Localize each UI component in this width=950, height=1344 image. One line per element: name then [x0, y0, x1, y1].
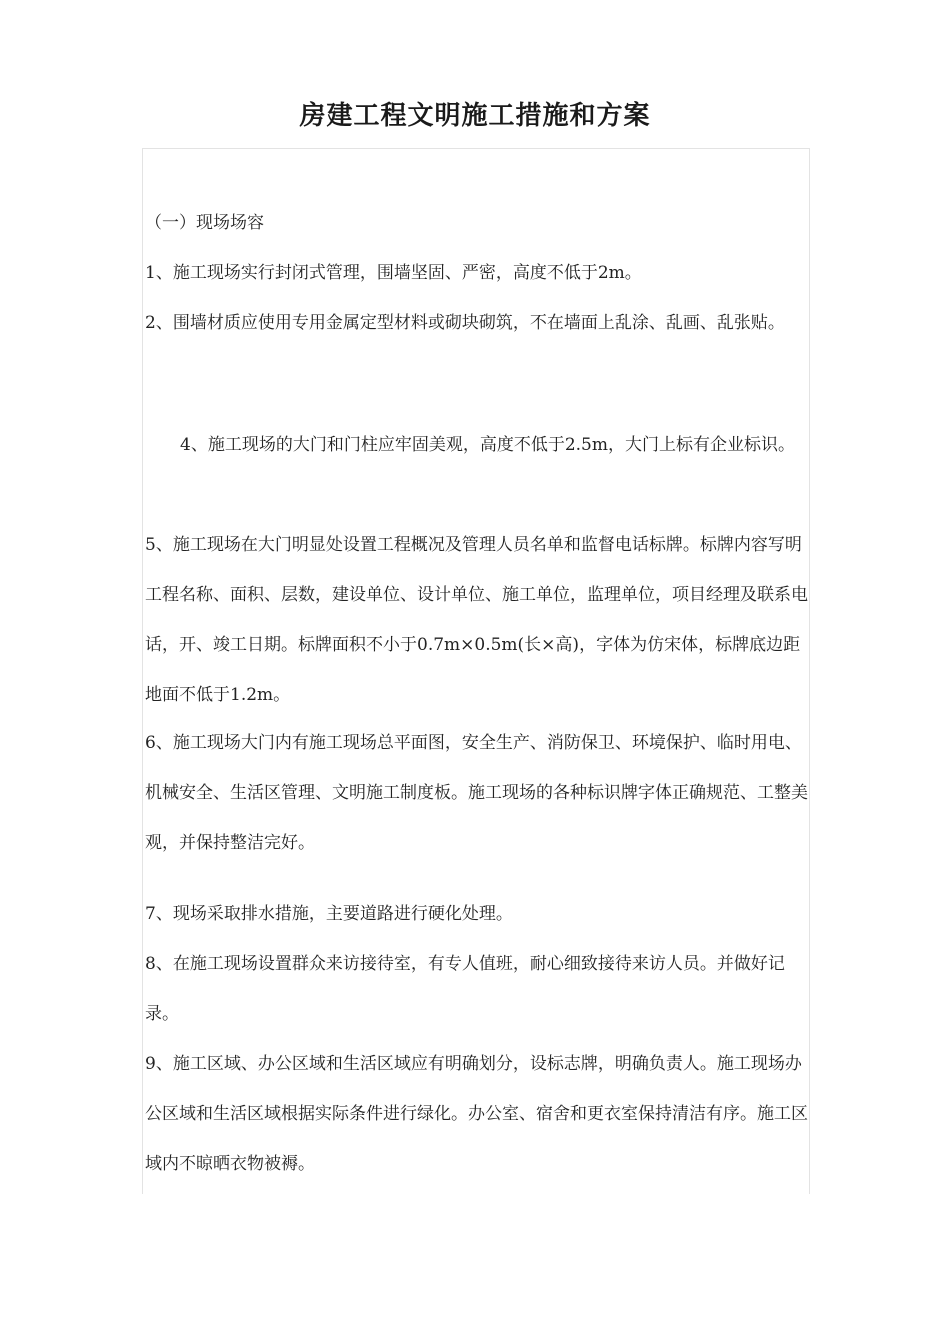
paragraph-6: 6、施工现场大门内有施工现场总平面图，安全生产、消防保卫、环境保护、临时用电、机械安全、生活区管理、文明施工制度板。施工现场的各种标识牌字体正确规范、工整美观，并保持整洁完好。 — [145, 733, 808, 853]
document-title: 房建工程文明施工措施和方案 — [299, 101, 651, 131]
section-heading: （一）现场场容 — [145, 213, 264, 233]
paragraph-8: 8、在施工现场设置群众来访接待室，有专人值班，耐心细致接待来访人员。并做好记录。 — [145, 954, 785, 1024]
paragraph-9: 9、施工区域、办公区域和生活区域应有明确划分，设标志牌，明确负责人。施工现场办公区域和生活区域根据实际条件进行绿化。办公室、宿舍和更衣室保持清洁有序。施工区域内不晾晒衣物被褥。 — [145, 1054, 808, 1174]
paragraph-2: 2、围墙材质应使用专用金属定型材料或砌块砌筑，不在墙面上乱涂、乱画、乱张贴。 — [145, 313, 785, 333]
paragraph-1: 1、施工现场实行封闭式管理，围墙坚固、严密，高度不低于2m。 — [145, 263, 642, 283]
paragraph-7: 7、现场采取排水措施，主要道路进行硬化处理。 — [145, 904, 513, 924]
paragraph-4: 4、施工现场的大门和门柱应牢固美观，高度不低于2.5m，大门上标有企业标识。 — [180, 435, 795, 455]
paragraph-5: 5、施工现场在大门明显处设置工程概况及管理人员名单和监督电话标牌。标牌内容写明工程名称、面积、层数，建设单位、设计单位、施工单位，监理单位，项目经理及联系电话，开、竣工日期。标牌面积不小于0.7m×0.5m(长×高)，字体为仿宋体，标牌底边距地面不低于1.2m。 — [145, 535, 808, 705]
